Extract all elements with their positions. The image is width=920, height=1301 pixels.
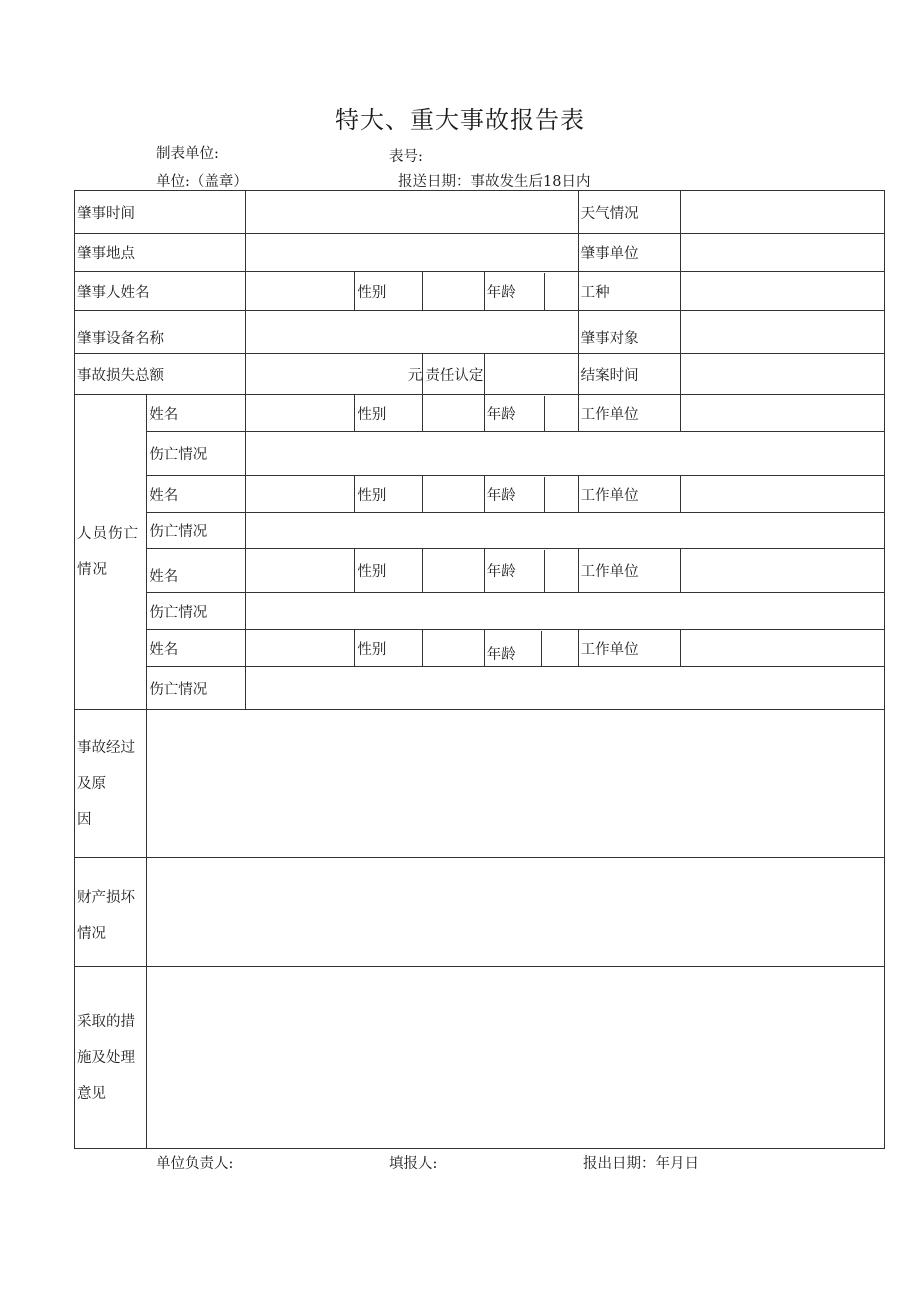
equipment-value-cell[interactable] (246, 311, 578, 354)
weather-value-cell[interactable] (681, 191, 885, 234)
casualty-work-unit-label: 工作单位 (578, 395, 680, 432)
gender-value-cell[interactable] (423, 272, 484, 311)
casualty-gender-value-cell[interactable] (423, 630, 484, 667)
casualty-status-label: 伤亡情况 (147, 667, 246, 710)
leader-label: 单位负责人: (156, 1156, 234, 1172)
process-label-line-2: 及原 (77, 775, 106, 792)
responsibility-label: 责任认定 (425, 367, 484, 384)
casualty-work-unit-value-cell[interactable] (681, 395, 885, 432)
casualty-age-split (484, 549, 578, 593)
process-label (75, 710, 147, 858)
form-title: 特大、重大事故报告表 (335, 106, 585, 134)
loss-total-label: 事故损失总额 (75, 354, 246, 395)
casualty-name-value-cell[interactable] (246, 476, 355, 513)
responsibility-value-cell[interactable] (484, 354, 578, 395)
casualty-status-label: 伤亡情况 (147, 432, 246, 476)
measures-label-line-2: 施及处理 (77, 1049, 135, 1066)
person-name-value-cell[interactable] (246, 272, 355, 311)
casualty-age-label: 年龄 (485, 396, 545, 431)
casualty-work-unit-label: 工作单位 (578, 630, 680, 667)
filler-label: 填报人: (389, 1156, 438, 1172)
casualty-age-label: 年龄 (485, 631, 542, 666)
casualty-age-label: 年龄 (485, 477, 545, 512)
property-label-line-2: 情况 (77, 926, 106, 942)
accident-report-table (74, 190, 885, 1149)
casualty-name-label: 姓名 (147, 395, 246, 432)
age-label: 年龄 (485, 273, 545, 310)
time-value-cell[interactable] (246, 191, 578, 234)
place-value-cell[interactable] (246, 234, 578, 272)
casualty-status-value-cell[interactable] (246, 513, 885, 549)
casualty-status-label: 伤亡情况 (147, 593, 246, 630)
report-out-date-label: 报出日期：年月日 (583, 1156, 699, 1172)
property-label-line-1: 财产损坏 (77, 890, 135, 906)
yuan-unit: 元 (246, 354, 423, 395)
casualty-work-unit-label: 工作单位 (578, 476, 680, 513)
measures-value-cell[interactable] (147, 967, 885, 1149)
casualty-name-value-cell[interactable] (246, 395, 355, 432)
casualty-gender-value-cell[interactable] (423, 395, 484, 432)
weather-label: 天气情况 (578, 191, 680, 234)
casualty-status-label: 伤亡情况 (147, 513, 246, 549)
report-date-label: 报送日期：事故发生后18日内 (398, 174, 591, 190)
casualty-name-value-cell[interactable] (246, 549, 355, 593)
casualty-status-value-cell[interactable] (246, 593, 885, 630)
casualty-gender-label: 性别 (355, 476, 423, 513)
process-label-line-1: 事故经过 (77, 739, 135, 756)
casualty-work-unit-value-cell[interactable] (681, 630, 885, 667)
target-value-cell[interactable] (681, 311, 885, 354)
table-no-label: 表号: (389, 149, 423, 165)
casualty-gender-label: 性别 (355, 630, 423, 667)
casualty-work-unit-value-cell[interactable] (681, 549, 885, 593)
casualty-age-split (484, 630, 578, 667)
target-label: 肇事对象 (578, 311, 680, 354)
process-value-cell[interactable] (147, 710, 885, 858)
work-type-label: 工种 (578, 272, 680, 311)
measures-label-line-1: 采取的措 (77, 1013, 135, 1030)
property-label (75, 858, 147, 967)
casualty-name-label: 姓名 (147, 476, 246, 513)
casualty-section-label (75, 395, 147, 710)
casualty-name-label: 姓名 (147, 630, 246, 667)
closing-time-value-cell[interactable] (681, 354, 885, 395)
casualty-age-split (484, 476, 578, 513)
seal-label: 单位:（盖章） (156, 174, 248, 190)
casualty-status-value-cell[interactable] (246, 667, 885, 710)
casualty-name-value-cell[interactable] (246, 630, 355, 667)
measures-label-line-3: 意见 (77, 1085, 106, 1102)
closing-time-label: 结案时间 (578, 354, 680, 395)
time-label: 肇事时间 (75, 191, 246, 234)
casualty-work-unit-label: 工作单位 (578, 549, 680, 593)
unit-value-cell[interactable] (681, 234, 885, 272)
gender-label: 性别 (355, 272, 423, 311)
property-value-cell[interactable] (147, 858, 885, 967)
work-type-value-cell[interactable] (681, 272, 885, 311)
measures-label (75, 967, 147, 1149)
unit-label-cell: 肇事单位 (578, 234, 680, 272)
responsibility-split (423, 354, 484, 395)
casualty-gender-value-cell[interactable] (423, 476, 484, 513)
casualty-age-label: 年龄 (485, 550, 545, 592)
casualty-age-split (484, 395, 578, 432)
casualty-gender-label: 性别 (355, 549, 423, 593)
unit-label: 制表单位: (156, 146, 219, 162)
equipment-label: 肇事设备名称 (75, 311, 246, 354)
place-label: 肇事地点 (75, 234, 246, 272)
process-label-line-3: 因 (77, 811, 92, 828)
person-name-label: 肇事人姓名 (75, 272, 246, 311)
casualty-gender-value-cell[interactable] (423, 549, 484, 593)
casualty-work-unit-value-cell[interactable] (681, 476, 885, 513)
age-split-cell (484, 272, 578, 311)
casualty-gender-label: 性别 (355, 395, 423, 432)
casualty-name-label: 姓名 (147, 549, 246, 593)
casualty-status-value-cell[interactable] (246, 432, 885, 476)
casualty-section-text: 人员伤亡情况 (77, 526, 139, 578)
